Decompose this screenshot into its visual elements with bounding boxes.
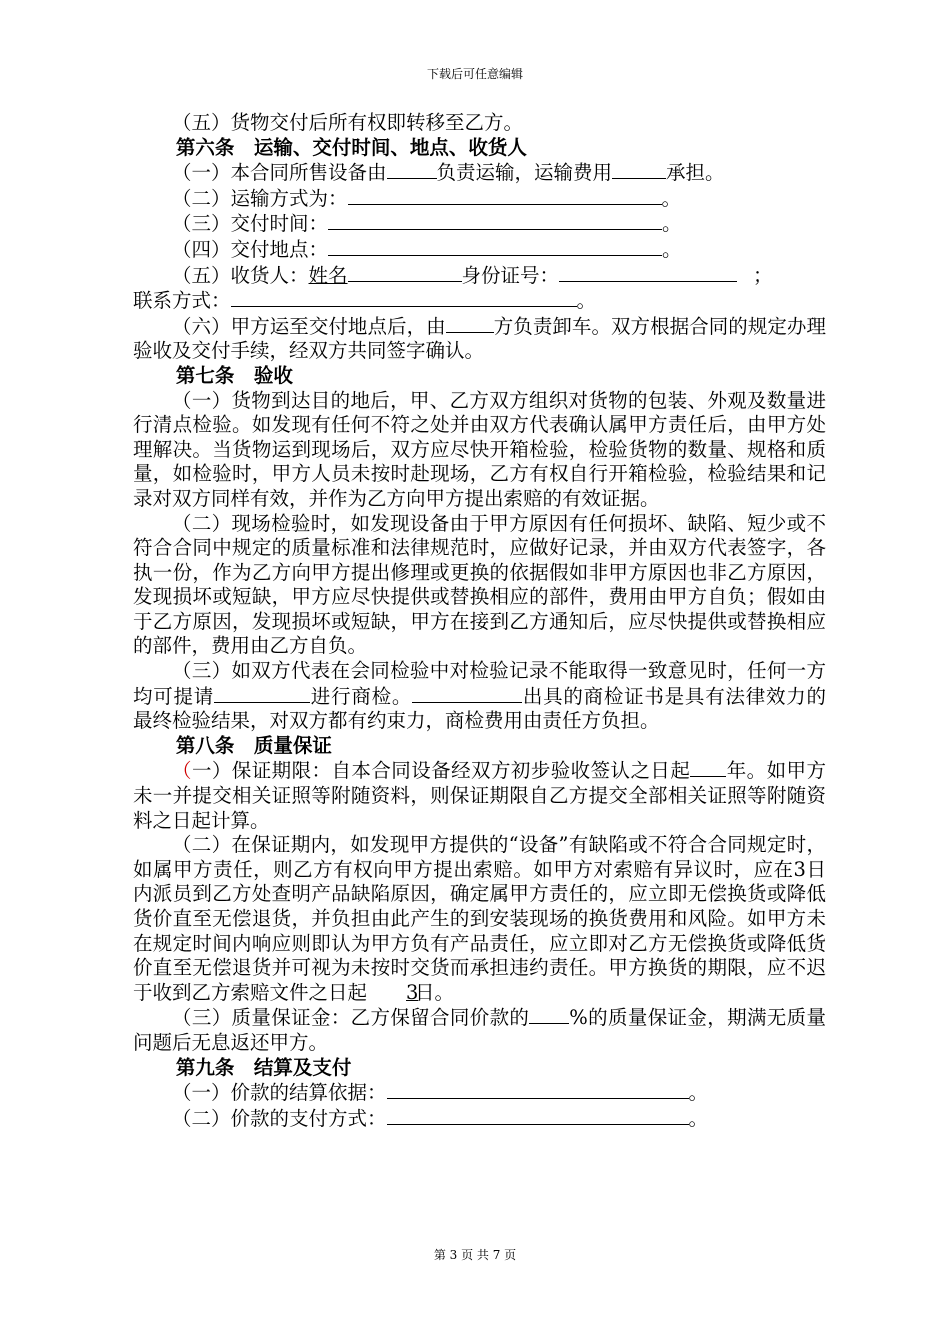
fill-blank[interactable]	[446, 314, 494, 333]
paragraph	[133, 758, 826, 833]
text: 一）保证期限：自本合同设备经双方初步验收签认之日起	[191, 759, 691, 783]
text: 进行商检。	[310, 684, 413, 708]
fill-blank[interactable]	[559, 263, 737, 282]
fill-blank[interactable]	[529, 1005, 569, 1024]
article-6-heading: 第六条 运输、交付时间、地点、收货人	[175, 135, 527, 159]
text: （二）价款的支付方式：	[172, 1106, 387, 1130]
paragraph	[133, 314, 826, 364]
document-body	[133, 111, 826, 1131]
fill-blank[interactable]	[231, 288, 577, 307]
paragraph	[133, 111, 826, 136]
page-footer: 第 3 页 共 7 页	[433, 1248, 517, 1262]
paragraph	[133, 659, 826, 734]
fill-blank[interactable]	[690, 758, 726, 777]
days-value: 3	[406, 980, 419, 1004]
text: 。	[576, 289, 597, 313]
text: （五）货物交付后所有权即转移至乙方。	[172, 111, 524, 134]
article-9-heading: 第九条 结算及支付	[175, 1055, 352, 1079]
article-8-heading: 第八条 质量保证	[175, 733, 332, 757]
fill-blank[interactable]	[387, 1106, 689, 1125]
fill-blank[interactable]	[412, 684, 522, 703]
text: 。	[662, 237, 682, 261]
fill-blank[interactable]	[328, 211, 662, 230]
text: （二）在保证期内，如发现甲方提供的“设备”有缺陷或不符合合同规定时，如属甲方责任，则乙方有权向甲方提出索赔。如甲方对索赔有异议时，应在3日内派员到乙方处查明产品缺陷原因，确定属甲方责任的，应立即无偿换货或降低货价直至无偿退货，并负担由此产生的到安装现场的换货费用和风险。如甲方未在规定时间内响应则即认为甲方负有产品责任，应立即对乙方无偿换货或降低货价直至无偿退货并可视为未按时交货而承担违约责任。甲方换货的期限，应不迟于收到乙方索赔文件之日起	[133, 833, 826, 1004]
text: 日。	[415, 980, 455, 1004]
paragraph	[133, 1106, 826, 1132]
text: 。	[661, 186, 682, 210]
text: %的质量保证金，期满无质量问题后无息返还甲方。	[133, 1006, 826, 1054]
text: 出具的商检证书是具有法律效力的最终检验结果，对双方都有约束力，商检费用由责任方负担。	[133, 684, 826, 733]
paragraph	[133, 237, 826, 263]
text: ；	[753, 263, 773, 287]
text: （一）价款的结算依据：	[172, 1081, 387, 1105]
paragraph	[133, 1080, 826, 1106]
text: 联系方式：	[133, 289, 231, 313]
text: （一）本合同所售设备由	[172, 161, 387, 185]
text: 。	[688, 1081, 709, 1105]
text: 方负责卸车。双方根据合同的规定办理验收及交付手续，经双方共同签字确认。	[133, 314, 826, 363]
text: （六）甲方运至交付地点后，由	[172, 314, 446, 338]
paragraph	[133, 288, 826, 314]
text: （三）如双方代表在会同检验中对检验记录不能取得一致意见时，任何一方均可提请	[133, 659, 826, 708]
fill-blank[interactable]	[328, 237, 662, 256]
fill-blank[interactable]	[348, 186, 662, 205]
text: 。	[662, 212, 682, 236]
fill-blank[interactable]	[214, 684, 310, 703]
fill-blank[interactable]	[387, 1080, 689, 1099]
recipient-name: 姓名	[308, 263, 348, 287]
text: （	[172, 759, 192, 783]
text: 。	[688, 1106, 709, 1130]
paragraph: （一）货物到达目的地后，甲、乙方双方组织对货物的包装、外观及数量进行清点检验。如发现有任何不符之处并由双方代表确认属甲方责任后，由甲方处理解决。当货物运到现场后，双方应尽快开箱检验，检验货物的数量、规格和质量，如检验时，甲方人员未按时赴现场，乙方有权自行开箱检验，检验结果和记录对双方同样有效，并作为乙方向甲方提出索赔的有效证据。	[133, 388, 826, 510]
fill-blank[interactable]	[612, 160, 666, 179]
paragraph: （二）现场检验时，如发现设备由于甲方原因有任何损坏、缺陷、短少或不符合合同中规定的质量标准和法律规范时，应做好记录，并由双方代表签字，各执一份，作为乙方向甲方提出修理或更换的依据假如非甲方原因也非乙方原因，发现损坏或短缺，甲方应尽快提供或替换相应的部件，费用由甲方自负；假如由于乙方原因，发现损坏或短缺，甲方在接到乙方通知后，应尽快提供或替换相应的部件，费用由乙方自负。	[133, 511, 826, 658]
text: （五）收货人：	[172, 263, 309, 287]
text: 承担。	[666, 161, 725, 185]
paragraph	[133, 833, 826, 1005]
text: 身份证号：	[461, 263, 560, 287]
text: 负责运输，运输费用	[436, 161, 613, 185]
page-header: 下载后可任意编辑	[426, 67, 523, 81]
paragraph	[133, 186, 826, 212]
text: （三）交付时间：	[172, 212, 329, 236]
fill-blank[interactable]	[387, 160, 437, 179]
paragraph	[133, 1005, 826, 1055]
paragraph	[133, 160, 826, 186]
text: 年。如甲方未一并提交相关证照等附随资料，则保证期限自乙方提交全部相关证照等附随资料之日起计算。	[133, 759, 826, 832]
article-7-heading: 第七条 验收	[175, 363, 293, 387]
text: （四）交付地点：	[172, 237, 329, 261]
text: （二）运输方式为：	[172, 186, 348, 210]
fill-blank[interactable]	[348, 263, 462, 282]
paragraph	[133, 211, 826, 237]
text: （三）质量保证金：乙方保留合同价款的	[172, 1006, 530, 1030]
paragraph	[133, 263, 826, 289]
